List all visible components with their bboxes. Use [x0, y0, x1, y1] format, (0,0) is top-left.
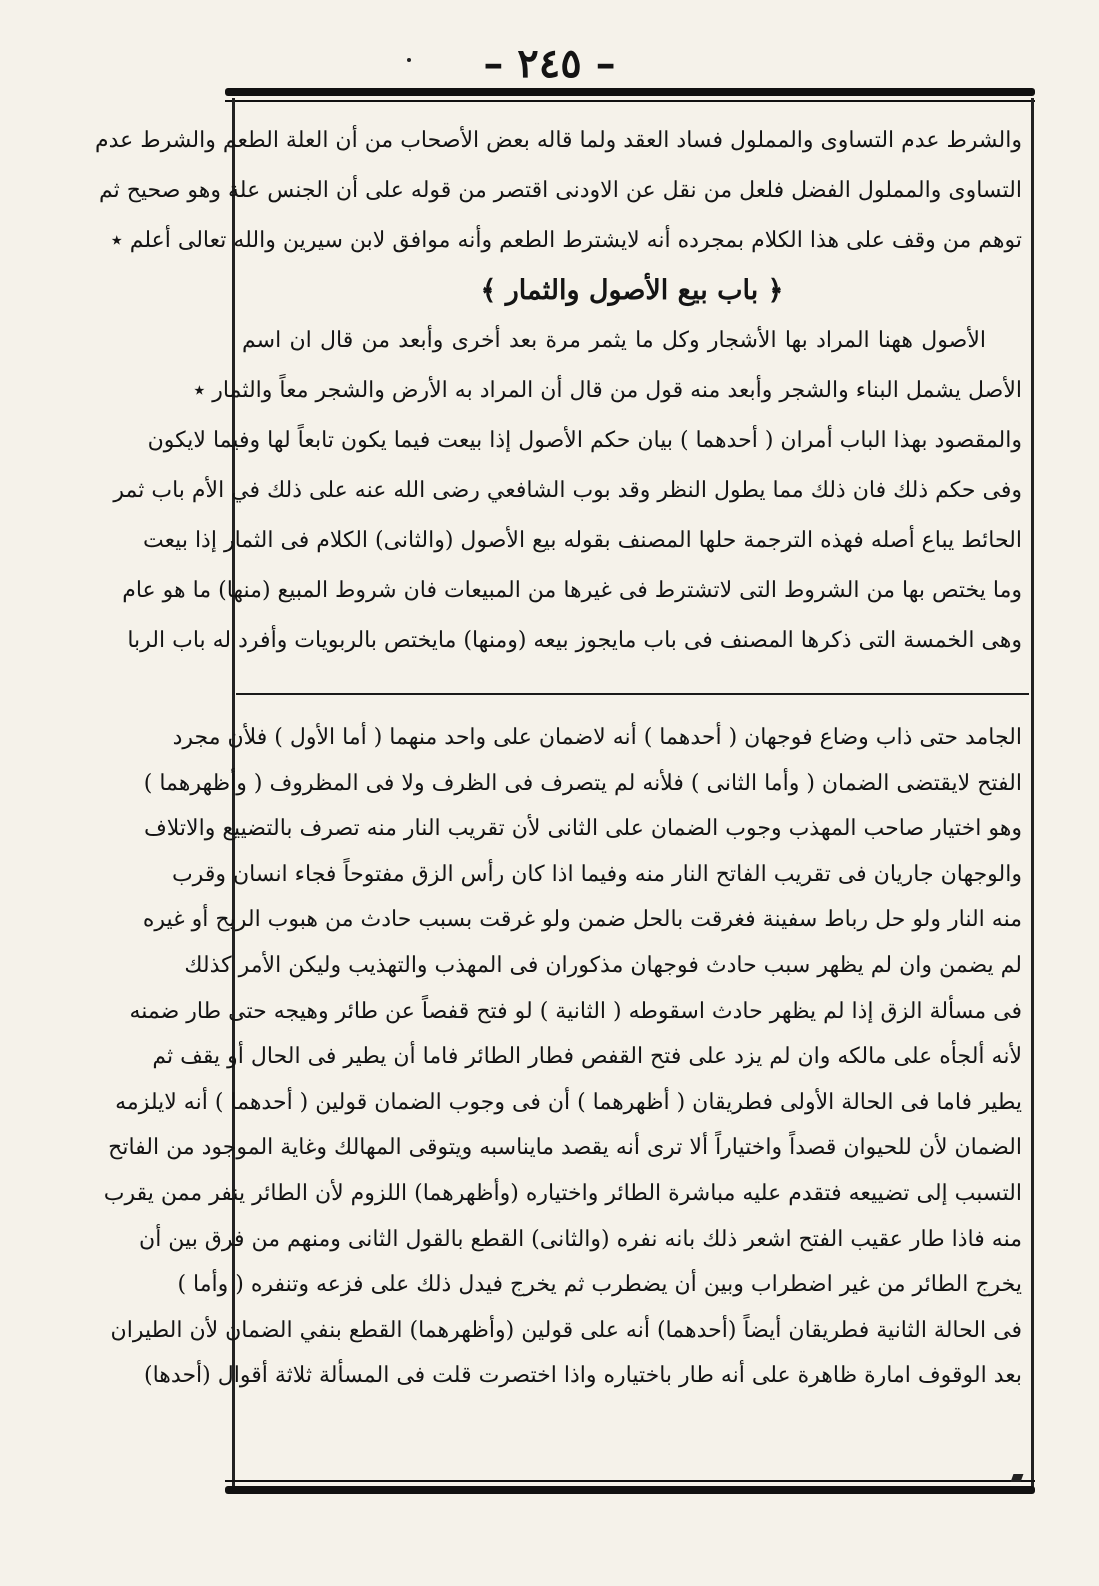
text-line: فى مسألة الزق إذا لم يظهر حادث اسقوطه ( الثانية ) لو فتح قفصاً عن طائر وهيجه حتى طار ضمنه: [129, 998, 1022, 1024]
text-line: وهى الخمسة التى ذكرها المصنف فى باب مايجوز بيعه (ومنها) مايختص بالربويات وأفرد له باب الربا: [127, 628, 1022, 653]
text-line: منه فاذا طار عقيب الفتح اشعر ذلك بانه نفره (والثانى) القطع بالقول الثانى ومنهم من فرق بين أن: [139, 1226, 1022, 1252]
text-line: الحائط يباع أصله فهذه الترجمة حلها المصنف بقوله بيع الأصول (والثانى) الكلام فى الثمار إذا بيعت: [142, 528, 1022, 553]
top-thin-rule: [225, 100, 1035, 102]
text-line: والمقصود بهذا الباب أمران ( أحدهما ) بيان حكم الأصول إذا بيعت فيما يكون تابعاً لها وفيما لايكون: [147, 428, 1022, 453]
text-line: الأصل يشمل البناء والشجر وأبعد منه قول من قال أن المراد به الأرض والشجر معاً والثمار ٭: [193, 378, 1022, 403]
text-line: والوجهان جاريان فى تقريب الفاتح النار منه وفيما اذا كان رأس الزق مفتوحاً فجاء انسان وقرب: [171, 861, 1022, 887]
text-line: الضمان لأن للحيوان قصداً واختياراً ألا ترى أنه يقصد مايناسبه ويتوقى المهالك وغاية الموجود من الفاتح: [108, 1135, 1022, 1161]
bottom-thin-rule: [225, 1480, 1035, 1482]
text-line: توهم من وقف على هذا الكلام بمجرده أنه لايشترط الطعم وأنه موافق لابن سيرين والله تعالى أعلم ٭: [110, 228, 1022, 253]
bottom-thick-rule: [225, 1486, 1035, 1494]
upper-text-section: [94, 116, 1022, 666]
text-line: التسبب إلى تضييعه فتقدم عليه مباشرة الطائر واختياره (وأظهرهما) اللزوم لأن الطائر ينفر ممن يقرب: [103, 1180, 1022, 1206]
chapter-title: ﴿ باب بيع الأصول والثمار ﴾: [480, 275, 784, 306]
lower-text-section: [103, 715, 1022, 1399]
text-line: وما يختص بها من الشروط التى لاتشترط فى غيرها من المبيعات فان شروط المبيع (منها) ما هو عام: [122, 578, 1022, 603]
text-line: الأصول ههنا المراد بها الأشجار وكل ما يثمر مرة بعد أخرى وأبعد من قال ان اسم: [242, 328, 986, 353]
frame-right-border: [1031, 98, 1034, 1490]
text-line: التساوى والمملول الفضل فلعل من نقل عن الاودنى اقتصر من قوله على أن الجنس علة وهو صحيح ثم: [98, 178, 1022, 203]
text-line: الفتح لايقتضى الضمان ( وأما الثانى ) فلأنه لم يتصرف فى الظرف ولا فى المظروف ( وأظهرهما ): [143, 770, 1022, 796]
text-line: منه النار ولو حل رباط سفينة فغرقت بالحل ضمن ولو غرقت بسبب حادث من هبوب الريح أو غيره: [142, 907, 1022, 933]
text-line: وفى حكم ذلك فان ذلك مما يطول النظر وقد بوب الشافعي رضى الله عنه على ذلك في الأم باب ثمر: [113, 478, 1022, 503]
stray-dot: [407, 58, 411, 62]
text-line: لأنه ألجأه على مالكه وان لم يزد على فتح القفص فطار الطائر فاما أن يطير فى الحال أو يقف ثم: [152, 1044, 1022, 1070]
text-line: فى الحالة الثانية فطريقان أيضاً (أحدهما) أنه على قولين (وأظهرهما) القطع بنفي الضمان لأن الطيران: [110, 1317, 1022, 1343]
text-line: الجامد حتى ذاب وضاع فوجهان ( أحدهما ) أنه لاضمان على واحد منهما ( أما الأول ) فلأن مجرد: [172, 725, 1022, 750]
text-line: والشرط عدم التساوى والمملول فساد العقد ولما قاله بعض الأصحاب من أن العلة الطعم والشرط عدم: [94, 128, 1022, 153]
page-number: – ٢٤٥ –: [483, 40, 616, 87]
text-line: وهو اختيار صاحب المهذب وجوب الضمان على الثانى لأن تقريب النار منه تصرف بالتضييع والاتلاف: [143, 816, 1022, 842]
text-line: يطير فاما فى الحالة الأولى فطريقان ( أظهرهما ) أن فى وجوب الضمان قولين ( أحدهما ) أنه لايلزمه: [115, 1089, 1022, 1115]
text-line: لم يضمن وان لم يظهر سبب حادث فوجهان مذكوران فى المهذب والتهذيب وليكن الأمر كذلك: [184, 952, 1022, 978]
top-thick-rule: [225, 88, 1035, 96]
text-line: يخرج الطائر من غير اضطراب وبين أن يضطرب ثم يخرج فيدل ذلك على فزعه وتنفره ( وأما ): [177, 1272, 1022, 1298]
section-divider: [236, 693, 1029, 695]
text-line: بعد الوقوف امارة ظاهرة على أنه طار باختياره واذا اختصرت قلت فى المسألة ثلاثة أقوال (أحدها): [144, 1363, 1022, 1389]
